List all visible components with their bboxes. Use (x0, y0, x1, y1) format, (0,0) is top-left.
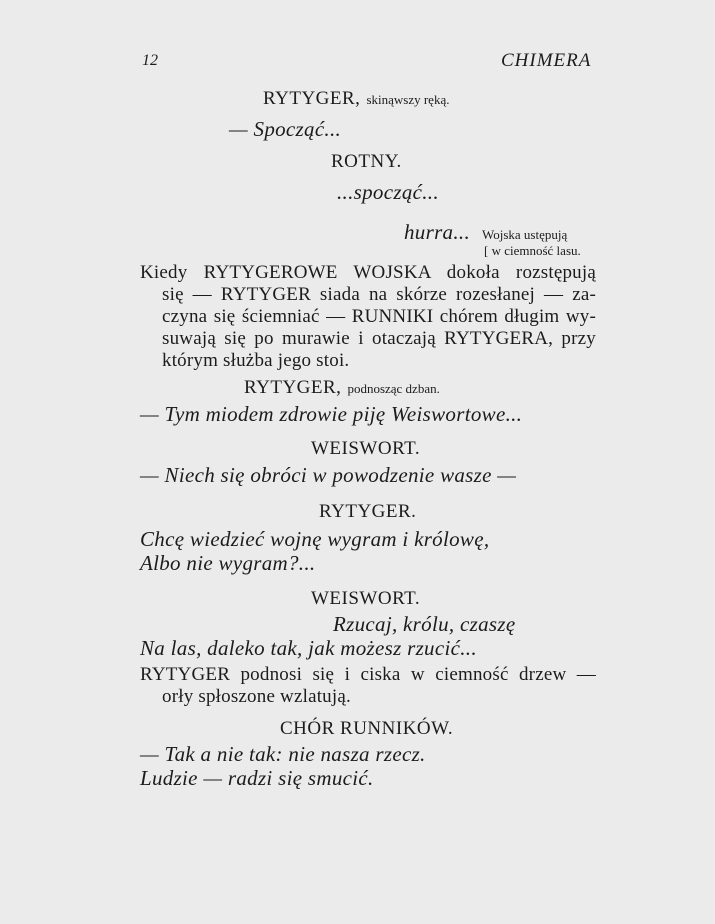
speech-line: Ludzie — radzi się smucić. (140, 766, 374, 790)
stage-line: RYTYGER podnosi się i ciska w ciemność drzew — (140, 664, 596, 685)
stage-line: suwają się po murawie i otaczają RYTYGERA, przy (162, 328, 596, 349)
speaker-name: RYTYGER, (244, 377, 342, 398)
speaker-name: WEISWORT. (311, 438, 421, 459)
stage-line: czyna się ściemniać — RUNNIKI chórem długim wy- (162, 306, 596, 327)
stage-direction: Wojska ustępują (482, 227, 568, 242)
speech-line: — Spocząć... (229, 117, 342, 141)
speech-line: hurra... (404, 220, 470, 244)
speech-line: Rzucaj, królu, czaszę (333, 612, 516, 636)
speaker-name: RYTYGER. (319, 501, 417, 522)
running-title: CHIMERA (501, 50, 592, 71)
stage-direction: podnosząc dzban. (347, 381, 440, 396)
speech-line: — Tak a nie tak: nie nasza rzecz. (140, 742, 426, 766)
speaker-name: WEISWORT. (311, 588, 421, 609)
speech-line: Chcę wiedzieć wojnę wygram i królowę, (140, 527, 490, 551)
speech-with-direction (404, 220, 567, 245)
speech-line: — Niech się obróci w powodzenie wasze — (140, 463, 517, 487)
page-number: 12 (142, 52, 158, 69)
stage-direction-block (140, 262, 596, 372)
speaker-name: RYTYGER, (263, 88, 361, 109)
speech-line: Albo nie wygram?... (140, 551, 316, 575)
speech-line: — Tym miodem zdrowie piję Weiswortowe... (140, 402, 523, 426)
speech-line: Na las, daleko tak, jak możesz rzucić... (140, 636, 477, 660)
speaker-name: CHÓR RUNNIKÓW. (280, 718, 454, 739)
stage-line: orły spłoszone wzlatują. (162, 686, 351, 707)
speaker-heading (244, 377, 440, 399)
stage-direction: skinąwszy ręką. (366, 92, 450, 107)
stage-direction-continuation: [ w ciemność lasu. (484, 243, 581, 258)
stage-line: Kiedy RYTYGEROWE WOJSKA dokoła rozstępują (140, 262, 596, 283)
speech-line: ...spocząć... (337, 180, 439, 204)
speaker-heading (263, 88, 449, 110)
stage-direction-block (140, 664, 596, 708)
speaker-name: ROTNY. (331, 151, 402, 172)
stage-line: się — RYTYGER siada na skórze rozesłanej — za- (162, 284, 596, 305)
stage-line: którym służba jego stoi. (162, 350, 350, 371)
